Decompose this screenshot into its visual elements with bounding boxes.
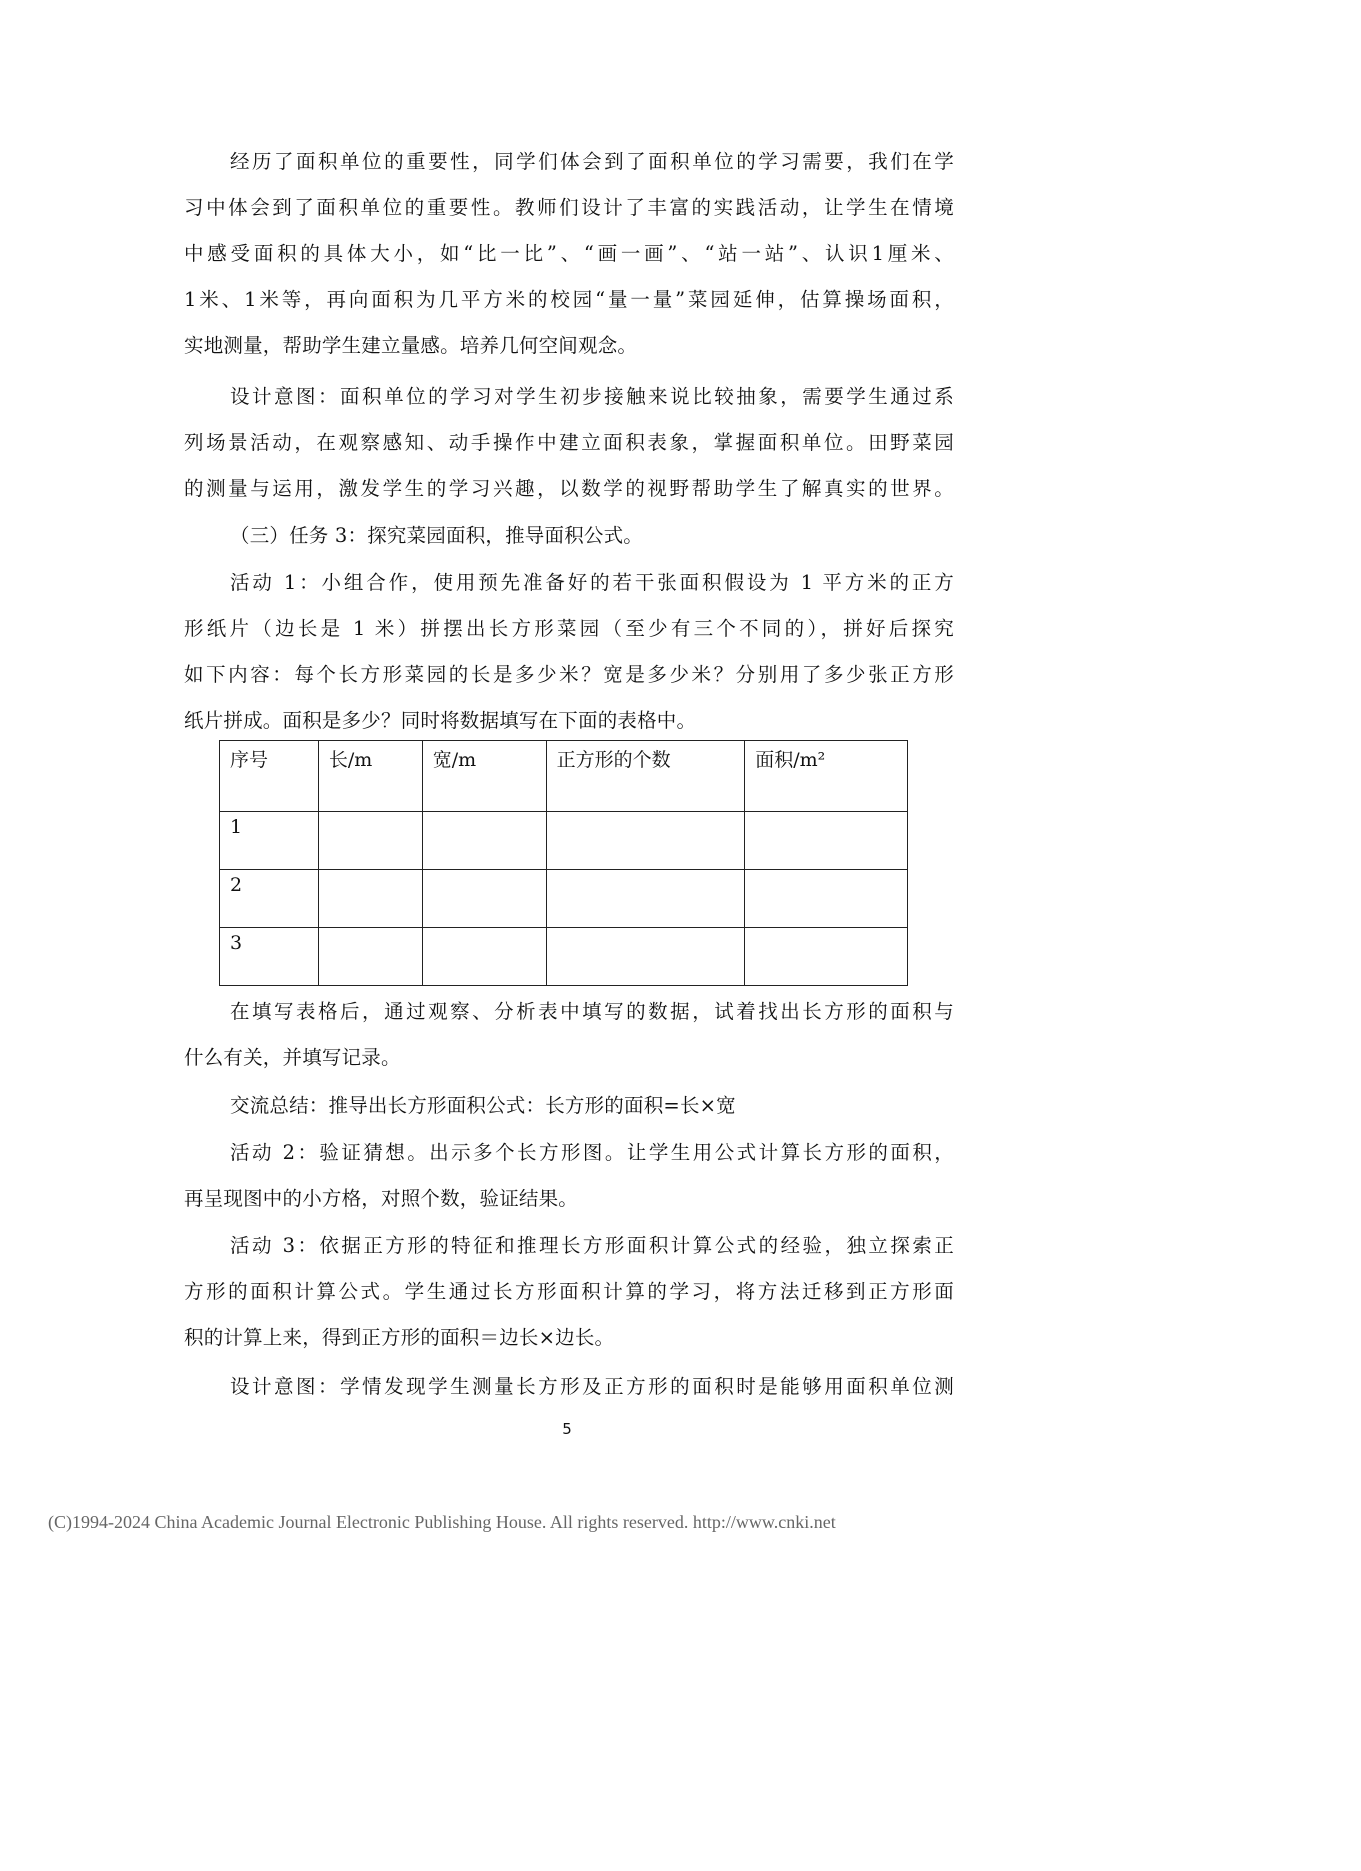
text-line: 活动 3：依据正方形的特征和推理长方形面积计算公式的经验，独立探索正 bbox=[230, 1234, 954, 1257]
text-line: 设计意图：面积单位的学习对学生初步接触来说比较抽象，需要学生通过系 bbox=[230, 385, 954, 408]
text-line: 活动 2：验证猜想。出示多个长方形图。让学生用公式计算长方形的面积， bbox=[230, 1141, 954, 1164]
section-heading-task-3 bbox=[184, 513, 954, 559]
column-header-length: 长/m bbox=[318, 741, 422, 812]
text-line: （三）任务 3：探究菜园面积，推导面积公式。 bbox=[230, 524, 644, 547]
text-line: 中感受面积的具体大小，如“比一比”、“画一画”、“站一站”、认识1厘米、 bbox=[184, 242, 954, 265]
text-line: 列场景活动，在观察感知、动手操作中建立面积表象，掌握面积单位。田野菜园 bbox=[184, 431, 954, 454]
table-cell bbox=[745, 928, 908, 986]
column-header-area: 面积/m² bbox=[745, 741, 908, 812]
table-cell bbox=[422, 870, 546, 928]
table-cell bbox=[546, 870, 745, 928]
text-line: 交流总结：推导出长方形面积公式：长方形的面积=长×宽 bbox=[230, 1094, 736, 1117]
table-cell bbox=[546, 812, 745, 870]
text-line: 什么有关，并填写记录。 bbox=[184, 1046, 401, 1069]
text-line: 设计意图：学情发现学生测量长方形及正方形的面积时是能够用面积单位测 bbox=[230, 1375, 954, 1398]
paragraph-design-intent-1 bbox=[184, 374, 954, 512]
table-cell bbox=[546, 928, 745, 986]
table-row bbox=[220, 870, 908, 928]
data-table bbox=[219, 740, 908, 986]
text-line: 形纸片（边长是 1 米）拼摆出长方形菜园（至少有三个不同的），拼好后探究 bbox=[184, 617, 954, 640]
text-line: 活动 1：小组合作，使用预先准备好的若干张面积假设为 1 平方米的正方 bbox=[230, 571, 954, 594]
text-line: 经历了面积单位的重要性，同学们体会到了面积单位的学习需要，我们在学 bbox=[230, 150, 954, 173]
text-line: 如下内容：每个长方形菜园的长是多少米？宽是多少米？分别用了多少张正方形 bbox=[184, 663, 954, 686]
column-header-width: 宽/m bbox=[422, 741, 546, 812]
page-number: 5 bbox=[562, 1420, 572, 1438]
table-cell: 2 bbox=[220, 870, 319, 928]
paragraph-after-table bbox=[184, 989, 954, 1081]
table-row bbox=[220, 928, 908, 986]
column-header-square-count: 正方形的个数 bbox=[546, 741, 745, 812]
table-cell bbox=[745, 812, 908, 870]
text-line: 的测量与运用，激发学生的学习兴趣，以数学的视野帮助学生了解真实的世界。 bbox=[184, 477, 954, 500]
text-line: 实地测量，帮助学生建立量感。培养几何空间观念。 bbox=[184, 334, 638, 357]
table-cell bbox=[422, 928, 546, 986]
table-cell: 1 bbox=[220, 812, 319, 870]
paragraph-activity-2 bbox=[184, 1130, 954, 1222]
paragraph-activity-3 bbox=[184, 1223, 954, 1361]
table-header-row bbox=[220, 741, 908, 812]
table-cell bbox=[745, 870, 908, 928]
text-line: 积的计算上来，得到正方形的面积＝边长×边长。 bbox=[184, 1326, 615, 1349]
paragraph-design-intent-2 bbox=[184, 1364, 954, 1410]
table-row bbox=[220, 812, 908, 870]
copyright-footer: (C)1994-2024 China Academic Journal Electronic Publishing House. All rights reserved. http://www.cnki.net bbox=[48, 1512, 836, 1532]
table-cell bbox=[422, 812, 546, 870]
table-cell bbox=[318, 928, 422, 986]
table-cell bbox=[318, 870, 422, 928]
text-line: 纸片拼成。面积是多少？同时将数据填写在下面的表格中。 bbox=[184, 709, 697, 732]
text-line: 再呈现图中的小方格，对照个数，验证结果。 bbox=[184, 1187, 579, 1210]
paragraph-activity-1 bbox=[184, 560, 954, 744]
text-line: 在填写表格后，通过观察、分析表中填写的数据，试着找出长方形的面积与 bbox=[230, 1000, 954, 1023]
paragraph-area-units-importance bbox=[184, 139, 954, 369]
text-line: 习中体会到了面积单位的重要性。教师们设计了丰富的实践活动，让学生在情境 bbox=[184, 196, 954, 219]
table-cell bbox=[318, 812, 422, 870]
column-header-index: 序号 bbox=[220, 741, 319, 812]
paragraph-summary bbox=[184, 1083, 954, 1129]
text-line: 方形的面积计算公式。学生通过长方形面积计算的学习，将方法迁移到正方形面 bbox=[184, 1280, 954, 1303]
text-line: 1米、1米等，再向面积为几平方米的校园“量一量”菜园延伸，估算操场面积， bbox=[184, 288, 954, 311]
table-cell: 3 bbox=[220, 928, 319, 986]
